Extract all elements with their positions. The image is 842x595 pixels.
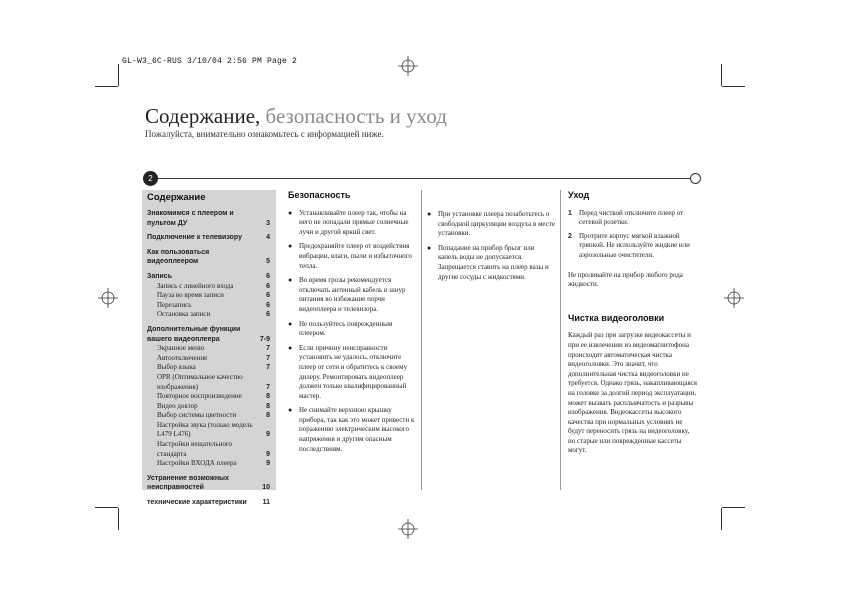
safety-item bbox=[288, 276, 416, 314]
safety-item-text: Не снимайте верхнюю крышку прибора, так как это может привести к поражению электрическим высокого напряжения и другим опасным последствиям. bbox=[299, 406, 415, 453]
bullet-icon: ● bbox=[427, 243, 432, 252]
toc-item-page: 6 bbox=[266, 292, 270, 300]
crop-mark-top-left-h bbox=[95, 86, 118, 87]
toc-item bbox=[147, 272, 270, 282]
toc-item-label: Выбор языка bbox=[157, 363, 196, 372]
registration-mark-top-icon bbox=[398, 56, 418, 76]
safety-item-text: Если причину неисправности установить не удалось, отключите плеер от сети и обратитесь к своему дилеру. Ремонтировать видеоплеер должен только квалифицированный мастер. bbox=[299, 343, 408, 400]
page-title bbox=[145, 104, 447, 129]
toc-item-label: Перезапись bbox=[157, 300, 192, 309]
crop-mark-top-right-v bbox=[721, 64, 722, 86]
safety-item-text: Устанавливайте плеер так, чтобы на него не попадали прямые солнечные лучи и другой яркий свет. bbox=[299, 208, 409, 236]
page-title-main: Содержание, bbox=[145, 104, 261, 128]
toc-item-page: 7 bbox=[266, 383, 270, 391]
toc-item-label: Настройки вещательного стандарта bbox=[157, 440, 233, 458]
crop-mark-bottom-right-h bbox=[722, 507, 745, 508]
toc-item bbox=[147, 344, 270, 354]
page-number-badge: 2 bbox=[143, 171, 158, 186]
toc-item-page: 10 bbox=[262, 484, 270, 492]
safety-item-text: Не пользуйтесь поврежденным плеером. bbox=[299, 319, 393, 338]
crop-mark-top-left-v bbox=[118, 64, 119, 86]
care-note: Не проливайте на прибор любого рода жидкости. bbox=[568, 270, 683, 289]
toc-list bbox=[142, 209, 276, 508]
toc-item-page: 3 bbox=[266, 219, 270, 227]
bullet-icon: ● bbox=[288, 242, 293, 251]
toc-item-page: 7 bbox=[266, 345, 270, 353]
column-separator-2 bbox=[560, 190, 561, 490]
safety-item bbox=[288, 344, 416, 402]
care-step bbox=[568, 209, 698, 228]
toc-item-page: 8 bbox=[266, 412, 270, 420]
registration-mark-left-icon bbox=[98, 288, 118, 308]
head-cleaning-text: Каждый раз при загрузке видеокассеты и при ее извлечении из видеомагнитофона происходит автоматическая чистка видеоголовки. Это значит, что дополнительная чистка видеоголовки не требуется. Однако грязь, накапливающаяся на головке за долгий период эксплуатации, может вызвать расплывчатость и разрывы изображения. Видеокассеты высокого качества при нормальных условиях не будут переносить грязь на видеоголовку, но старые или поврежденные кассеты могут. bbox=[568, 331, 697, 455]
toc-item bbox=[147, 282, 270, 292]
safety-column-1 bbox=[288, 191, 416, 459]
safety-item bbox=[288, 209, 416, 238]
toc-item-page: 8 bbox=[266, 393, 270, 401]
toc-item-label: Устранение возможных неисправностей bbox=[147, 474, 229, 492]
toc-item bbox=[147, 291, 270, 301]
care-step-number: 1 bbox=[568, 209, 572, 217]
safety-column-2 bbox=[427, 210, 555, 287]
toc-item-label: Дополнительные функции вашего видеоплеера bbox=[147, 325, 241, 343]
toc-item-page: 11 bbox=[262, 499, 270, 507]
safety-item bbox=[288, 242, 416, 271]
toc-item-page: 9 bbox=[266, 450, 270, 458]
bullet-icon: ● bbox=[288, 406, 293, 415]
bullet-icon: ● bbox=[288, 319, 293, 328]
safety-item bbox=[288, 406, 416, 454]
toc-item-page: 6 bbox=[266, 282, 270, 290]
toc-item bbox=[147, 440, 270, 459]
toc-panel bbox=[142, 190, 276, 507]
toc-item-page: 7-9 bbox=[259, 335, 270, 343]
safety-heading: Безопасность bbox=[288, 190, 351, 200]
bullet-icon: ● bbox=[288, 343, 293, 352]
toc-item-label: Пауза во время записи bbox=[157, 291, 224, 300]
toc-item-page: 4 bbox=[266, 234, 270, 242]
toc-item-label: технические характеристики bbox=[147, 499, 247, 507]
toc-item-page: 8 bbox=[266, 402, 270, 410]
toc-item-page: 9 bbox=[266, 431, 270, 439]
toc-item bbox=[147, 209, 270, 228]
toc-item bbox=[147, 498, 270, 508]
toc-item bbox=[147, 459, 270, 469]
toc-item bbox=[147, 325, 270, 344]
toc-item bbox=[147, 474, 270, 493]
toc-item-page: 6 bbox=[266, 272, 270, 280]
bullet-icon: ● bbox=[288, 276, 293, 285]
crop-mark-bottom-right-v bbox=[721, 508, 722, 530]
page-title-light: безопасность и уход bbox=[265, 104, 447, 128]
crop-mark-bottom-left-h bbox=[95, 507, 118, 508]
bullet-icon: ● bbox=[427, 210, 432, 218]
toc-item bbox=[147, 233, 270, 243]
head-cleaning-heading: Чистка видеоголовки bbox=[568, 312, 665, 323]
toc-item-label: Запись bbox=[147, 272, 173, 280]
toc-item bbox=[147, 373, 270, 392]
toc-item-label: Запись с линейного входа bbox=[157, 281, 234, 290]
care-step bbox=[568, 232, 698, 261]
crop-mark-bottom-left-v bbox=[118, 508, 119, 530]
toc-item-label: Остановка записи bbox=[157, 310, 211, 319]
toc-item-label: Автоотключение bbox=[157, 353, 208, 362]
toc-item bbox=[147, 402, 270, 412]
safety-item-text: При установке плеера позаботьтесь о свободной циркуляции воздуха в месте установки. bbox=[438, 210, 555, 238]
care-heading: Уход bbox=[568, 190, 590, 200]
toc-item-page: 5 bbox=[266, 258, 270, 266]
toc-item bbox=[147, 354, 270, 364]
toc-item bbox=[147, 310, 270, 320]
toc-item-label: Экранное меню bbox=[157, 344, 205, 353]
safety-item-text: Попадание на прибор брызг или капель воды не допускается. Запрещается ставить на плеер вазы и другие сосуды с жидкостями. bbox=[438, 243, 549, 281]
toc-item-label: OPR (Оптимальное качество изображения) bbox=[157, 372, 243, 391]
toc-item-label: Настройки ВХОДА плеера bbox=[157, 459, 237, 468]
print-header: GL-W3_6C-RUS 3/10/04 2:56 PM Page 2 bbox=[122, 57, 298, 66]
toc-item bbox=[147, 421, 270, 440]
safety-item bbox=[427, 244, 555, 282]
care-steps bbox=[568, 209, 698, 261]
section-rule bbox=[155, 178, 690, 179]
bullet-icon: ● bbox=[288, 208, 293, 217]
toc-item bbox=[147, 411, 270, 421]
toc-item-page: 9 bbox=[266, 460, 270, 468]
column-separator-1 bbox=[421, 190, 422, 490]
toc-item bbox=[147, 301, 270, 311]
toc-item-label: Как пользоваться видеоплеером bbox=[147, 248, 210, 266]
safety-list-2 bbox=[427, 210, 555, 282]
toc-item bbox=[147, 363, 270, 373]
toc-item-page: 6 bbox=[266, 301, 270, 309]
registration-mark-right-icon bbox=[724, 288, 744, 308]
safety-item-text: Во время грозы рекомендуется отключать антенный кабель и шнур питания во избежание порчи видеоплеера и телевизора. bbox=[299, 276, 406, 313]
toc-item-page: 6 bbox=[266, 311, 270, 319]
toc-item-label: Подключение к телевизору bbox=[147, 234, 243, 242]
toc-item bbox=[147, 392, 270, 402]
toc-heading: Содержание bbox=[147, 192, 206, 203]
crop-mark-top-right-h bbox=[722, 86, 745, 87]
toc-item-label: Повторное воспроизведение bbox=[157, 392, 242, 401]
safety-item bbox=[427, 210, 555, 239]
safety-item bbox=[288, 320, 416, 339]
toc-item bbox=[147, 248, 270, 267]
toc-item-label: Видео доктор bbox=[157, 401, 198, 410]
care-column bbox=[568, 191, 698, 456]
care-step-text: Перед чисткой отключите плеер от сетевой розетки. bbox=[579, 208, 684, 227]
toc-item-label: Знакомимся с плеером и пультом ДУ bbox=[147, 210, 234, 227]
care-step-text: Протрите корпус мягкой влажной тряпкой. Не используйте жидкие или аэрозольные очистители. bbox=[579, 231, 690, 259]
toc-item-page: 7 bbox=[266, 364, 270, 372]
care-step-number: 2 bbox=[568, 232, 572, 240]
page-subtitle: Пожалуйста, внимательно ознакомьтесь с информацией ниже. bbox=[145, 129, 384, 139]
toc-item-label: Настройка звука (только модель L479 L476) bbox=[157, 420, 253, 439]
rule-end-circle-icon bbox=[690, 173, 701, 184]
safety-list-1 bbox=[288, 209, 416, 455]
safety-item-text: Предохраняйте плеер от воздействия вибрации, влаги, пыли и избыточного тепла. bbox=[299, 242, 412, 270]
toc-item-label: Выбор системы цветности bbox=[157, 411, 237, 420]
registration-mark-bottom-icon bbox=[398, 519, 418, 539]
toc-item-page: 7 bbox=[266, 354, 270, 362]
